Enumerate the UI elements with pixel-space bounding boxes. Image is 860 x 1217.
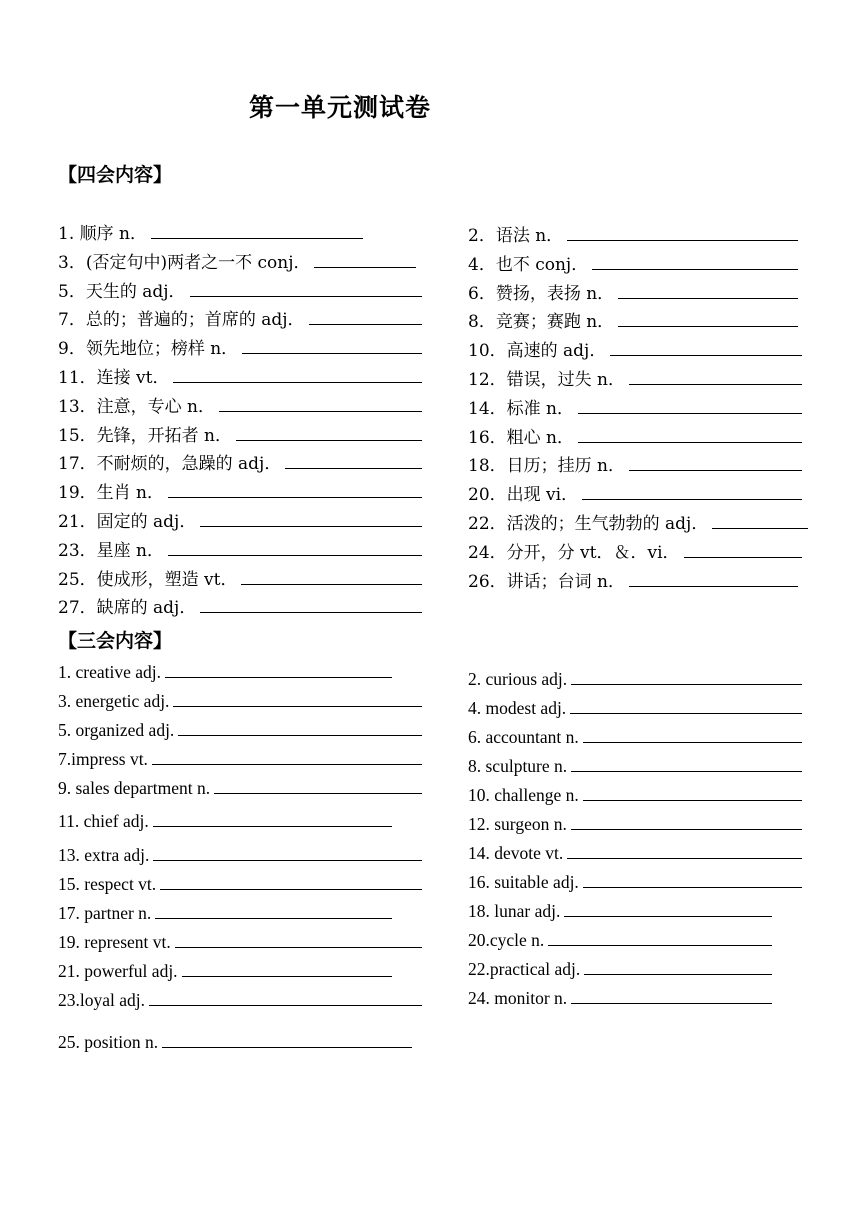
answer-blank[interactable] <box>241 568 422 585</box>
vocab-label: 1. creative adj. <box>58 662 162 682</box>
vocab-label: 4．也不 conj． <box>468 254 589 275</box>
answer-blank[interactable] <box>567 842 802 859</box>
vocab-label: 26．讲话；台词 n． <box>468 571 625 592</box>
vocab-item <box>468 841 802 865</box>
answer-blank[interactable] <box>155 902 392 919</box>
answer-blank[interactable] <box>629 570 798 587</box>
vocab-item <box>468 224 798 248</box>
answer-blank[interactable] <box>153 844 422 861</box>
answer-blank[interactable] <box>151 222 363 239</box>
answer-blank[interactable] <box>214 777 422 794</box>
answer-blank[interactable] <box>309 308 422 325</box>
vocab-item <box>58 747 422 771</box>
answer-blank[interactable] <box>571 813 802 830</box>
answer-blank[interactable] <box>236 424 422 441</box>
answer-blank[interactable] <box>578 426 802 443</box>
vocab-item <box>468 812 802 836</box>
vocab-item <box>58 689 422 713</box>
vocab-label: 24．分开，分 vt．＆．vi． <box>468 542 680 563</box>
vocab-label: 3. energetic adj. <box>58 691 170 711</box>
answer-blank[interactable] <box>548 929 772 946</box>
vocab-item <box>58 280 422 304</box>
answer-blank[interactable] <box>200 596 422 613</box>
vocab-item <box>468 310 798 334</box>
vocab-label: 2. curious adj. <box>468 669 568 689</box>
vocab-label: 15．先锋，开拓者 n． <box>58 425 232 446</box>
vocab-item <box>468 667 802 691</box>
vocab-label: 5．天生的 adj． <box>58 281 186 302</box>
answer-blank[interactable] <box>153 810 392 827</box>
vocab-item <box>58 959 392 983</box>
vocab-label: 25．使成形，塑造 vt． <box>58 569 238 590</box>
vocab-label: 22．活泼的；生气勃勃的 adj． <box>468 514 709 534</box>
vocab-label: 13．注意，专心 n． <box>58 396 215 417</box>
answer-blank[interactable] <box>175 931 422 948</box>
vocab-item <box>468 570 798 594</box>
vocab-label: 25. position n. <box>58 1032 159 1052</box>
vocab-label: 23．星座 n． <box>58 540 164 561</box>
vocab-label: 8．竞赛；赛跑 n． <box>468 312 615 333</box>
vocab-label: 23.loyal adj. <box>58 990 145 1010</box>
vocab-item <box>58 901 392 925</box>
vocab-label: 6. accountant n. <box>468 727 579 747</box>
answer-blank[interactable] <box>182 960 392 977</box>
answer-blank[interactable] <box>178 719 422 736</box>
answer-blank[interactable] <box>571 755 802 772</box>
vocab-item <box>468 426 802 450</box>
vocab-label: 16．粗心 n． <box>468 427 574 448</box>
answer-blank[interactable] <box>149 989 422 1006</box>
vocab-item <box>58 481 422 505</box>
vocab-label: 17．不耐烦的，急躁的 adj． <box>58 454 282 475</box>
answer-blank[interactable] <box>582 483 802 500</box>
answer-blank[interactable] <box>583 784 802 801</box>
answer-blank[interactable] <box>173 690 422 707</box>
vocab-label: 21. powerful adj. <box>58 961 178 981</box>
vocab-label: 6．赞扬，表扬 n． <box>468 283 615 304</box>
vocab-item <box>58 366 422 390</box>
answer-blank[interactable] <box>160 873 422 890</box>
answer-blank[interactable] <box>567 224 798 241</box>
page-title: 第一单元测试卷 <box>249 93 432 122</box>
vocab-label: 9．领先地位；榜样 n． <box>58 339 239 360</box>
answer-blank[interactable] <box>162 1031 412 1048</box>
answer-blank[interactable] <box>618 282 798 299</box>
answer-blank[interactable] <box>610 339 802 356</box>
answer-blank[interactable] <box>190 280 422 297</box>
vocab-label: 20.cycle n. <box>468 930 545 950</box>
vocab-item <box>58 718 422 742</box>
vocab-item <box>468 754 802 778</box>
vocab-item <box>58 1030 412 1054</box>
vocab-label: 10. challenge n. <box>468 785 579 805</box>
vocab-item <box>58 568 422 592</box>
answer-blank[interactable] <box>618 310 798 327</box>
vocab-item <box>58 539 422 563</box>
vocab-item <box>468 899 772 923</box>
vocab-item <box>468 454 802 478</box>
vocab-label: 20．出现 vi． <box>468 485 579 506</box>
vocab-item <box>468 725 802 749</box>
vocab-item <box>468 339 802 363</box>
vocab-item <box>58 395 422 419</box>
answer-blank[interactable] <box>242 337 422 354</box>
vocab-item <box>468 957 772 981</box>
vocab-label: 18．日历；挂历 n． <box>468 456 625 477</box>
answer-blank[interactable] <box>584 958 772 975</box>
answer-blank[interactable] <box>314 251 416 268</box>
vocab-label: 9. sales department n. <box>58 778 211 798</box>
vocab-item <box>468 928 772 952</box>
answer-blank[interactable] <box>564 900 772 917</box>
answer-blank[interactable] <box>168 481 422 498</box>
vocab-label: 11．连接 vt． <box>58 368 170 388</box>
vocab-item <box>58 337 422 361</box>
vocab-label: 16. suitable adj. <box>468 872 579 892</box>
vocab-item <box>468 483 802 507</box>
answer-blank[interactable] <box>200 510 422 527</box>
vocab-item <box>468 397 802 421</box>
vocab-label: 14．标准 n． <box>468 398 574 419</box>
vocab-item <box>58 809 392 833</box>
vocab-item <box>468 696 802 720</box>
vocab-label: 14. devote vt. <box>468 843 564 863</box>
answer-blank[interactable] <box>165 661 392 678</box>
answer-blank[interactable] <box>684 541 802 558</box>
answer-blank[interactable] <box>571 987 772 1004</box>
vocab-label: 12．错误，过失 n． <box>468 370 625 390</box>
answer-blank[interactable] <box>583 726 802 743</box>
answer-blank[interactable] <box>592 253 798 270</box>
answer-blank[interactable] <box>173 366 422 383</box>
vocab-item <box>58 660 392 684</box>
vocab-item <box>58 843 422 867</box>
vocab-item <box>468 368 802 392</box>
answer-blank[interactable] <box>152 748 422 765</box>
vocab-label: 5. organized adj. <box>58 720 175 740</box>
vocab-label: 15. respect vt. <box>58 874 157 894</box>
answer-blank[interactable] <box>629 454 802 471</box>
vocab-item <box>468 512 808 536</box>
vocab-item <box>58 510 422 534</box>
vocab-label: 10．高速的 adj． <box>468 341 607 362</box>
section-heading-three-skills: 【三会内容】 <box>58 630 173 652</box>
vocab-label: 4. modest adj. <box>468 698 567 718</box>
vocab-label: 13. extra adj. <box>58 845 150 865</box>
section-heading-four-skills: 【四会内容】 <box>58 164 173 186</box>
vocab-item <box>58 872 422 896</box>
vocab-label: 19. represent vt. <box>58 932 171 952</box>
vocab-label: 21．固定的 adj． <box>58 512 197 532</box>
vocab-item <box>468 870 802 894</box>
vocab-label: 27．缺席的 adj． <box>58 598 197 619</box>
vocab-item <box>468 783 802 807</box>
vocab-item <box>58 988 422 1012</box>
vocab-item <box>58 222 363 246</box>
vocab-label: 1. 顺序 n． <box>58 224 147 244</box>
vocab-label: 22.practical adj. <box>468 959 581 979</box>
vocab-item <box>468 986 772 1010</box>
answer-blank[interactable] <box>570 697 802 714</box>
answer-blank[interactable] <box>219 395 422 412</box>
vocab-label: 12. surgeon n. <box>468 814 567 834</box>
vocab-label: 7.impress vt. <box>58 749 148 769</box>
vocab-item <box>468 282 798 306</box>
vocab-item <box>468 253 798 277</box>
vocab-label: 2．语法 n． <box>468 226 564 246</box>
vocab-item <box>58 251 416 275</box>
vocab-item <box>58 424 422 448</box>
vocab-label: 8. sculpture n. <box>468 756 568 776</box>
vocab-item <box>58 452 422 476</box>
answer-blank[interactable] <box>583 871 802 888</box>
vocab-item <box>58 596 422 620</box>
vocab-label: 18. lunar adj. <box>468 901 561 921</box>
vocab-label: 7．总的；普遍的；首席的 adj． <box>58 310 305 331</box>
vocab-item <box>58 930 422 954</box>
vocab-label: 3．(否定句中)两者之一不 conj． <box>58 252 311 273</box>
answer-blank[interactable] <box>629 368 802 385</box>
answer-blank[interactable] <box>578 397 802 414</box>
vocab-label: 19．生肖 n． <box>58 483 164 504</box>
vocab-label: 24. monitor n. <box>468 988 568 1008</box>
vocab-item <box>468 541 802 565</box>
answer-blank[interactable] <box>712 512 808 529</box>
vocab-item <box>58 776 422 800</box>
vocab-label: 11. chief adj. <box>58 811 149 831</box>
vocab-item <box>58 308 422 332</box>
answer-blank[interactable] <box>571 668 802 685</box>
vocab-label: 17. partner n. <box>58 903 152 923</box>
answer-blank[interactable] <box>285 452 422 469</box>
answer-blank[interactable] <box>168 539 422 556</box>
